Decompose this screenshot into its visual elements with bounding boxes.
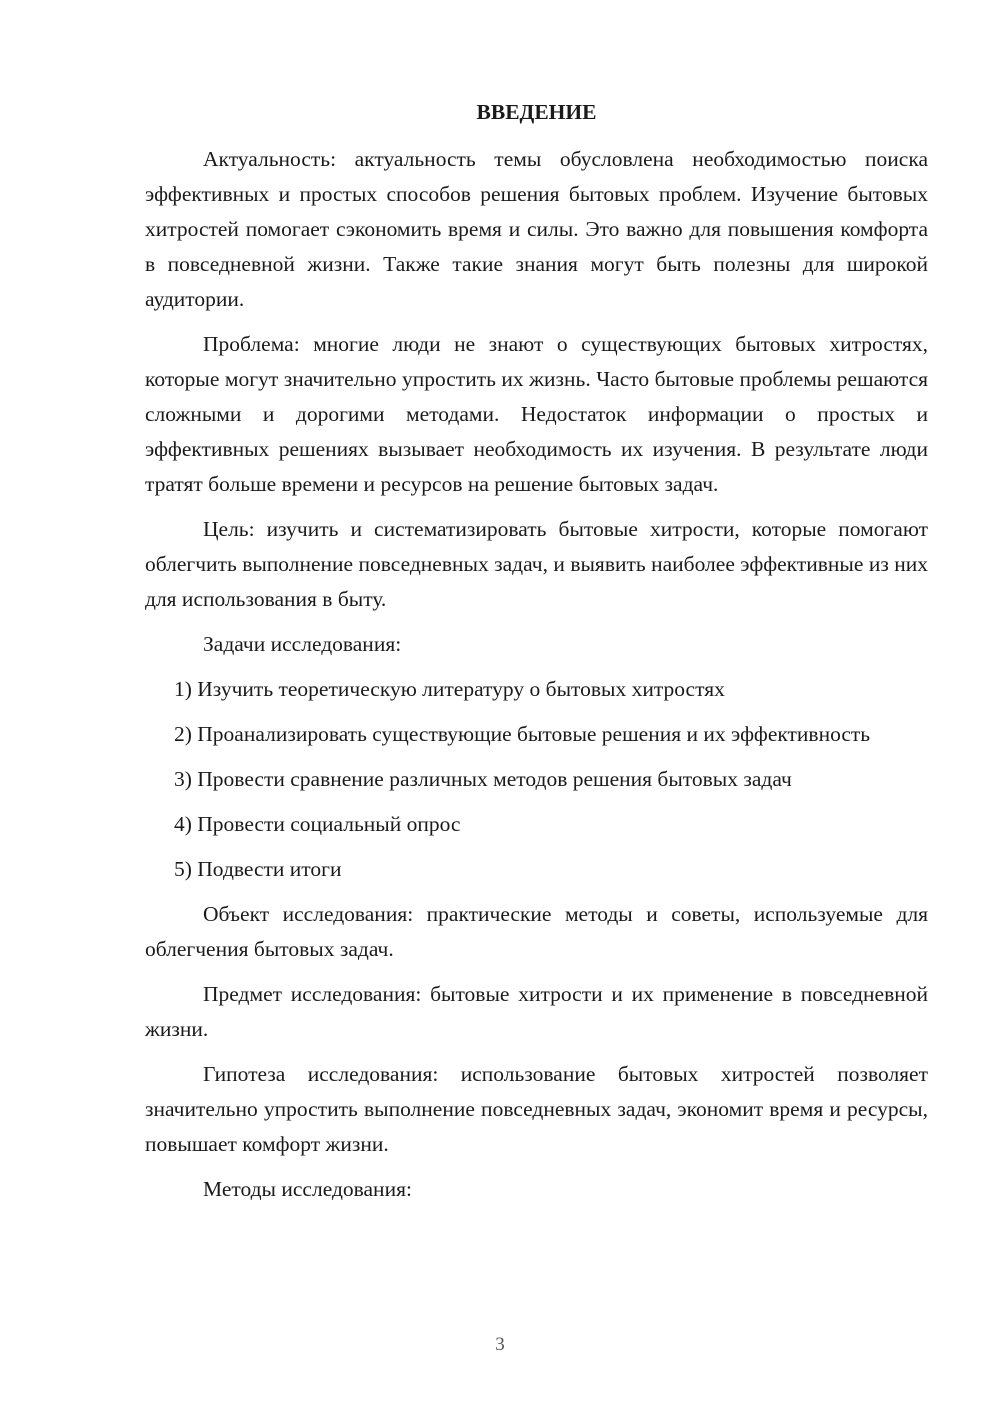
- task-item: 1) Изучить теоретическую литературу о бытовых хитростях: [174, 677, 725, 701]
- paragraph-hypothesis: Гипотеза исследования: использование бытовых хитростей позволяет значительно упростить выполнение повседневных задач, экономит время и ресурсы, повышает комфорт жизни.: [145, 1062, 928, 1156]
- paragraph-relevance: Актуальность: актуальность темы обусловлена необходимостью поиска эффективных и простых способов решения бытовых проблем. Изучение бытовых хитростей помогает сэкономить время и силы. Это важно для повышения комфорта в повседневной жизни. Также такие знания могут быть полезны для широкой аудитории.: [145, 147, 928, 311]
- task-item: 2) Проанализировать существующие бытовые решения и их эффективность: [174, 722, 871, 746]
- methods-heading: Методы исследования:: [203, 1177, 412, 1201]
- paragraph-object: Объект исследования: практические методы и советы, используемые для облегчения бытовых задач.: [145, 902, 928, 961]
- document-page: [145, 95, 928, 1217]
- page-number: 3: [495, 1334, 505, 1355]
- task-item: 4) Провести социальный опрос: [174, 812, 461, 836]
- tasks-heading: Задачи исследования:: [203, 632, 402, 656]
- paragraph-subject: Предмет исследования: бытовые хитрости и их применение в повседневной жизни.: [145, 982, 928, 1041]
- section-title: ВВЕДЕНИЕ: [476, 100, 597, 124]
- paragraph-goal: Цель: изучить и систематизировать бытовые хитрости, которые помогают облегчить выполнение повседневных задач, и выявить наиболее эффективные из них для использования в быту.: [145, 517, 928, 611]
- task-item: 3) Провести сравнение различных методов решения бытовых задач: [174, 767, 792, 791]
- task-item: 5) Подвести итоги: [174, 857, 342, 881]
- paragraph-problem: Проблема: многие люди не знают о существующих бытовых хитростях, которые могут значительно упростить их жизнь. Часто бытовые проблемы решаются сложными и дорогими методами. Недостаток информации о простых и эффективных решениях вызывает необходимость их изучения. В результате люди тратят больше времени и ресурсов на решение бытовых задач.: [145, 332, 928, 496]
